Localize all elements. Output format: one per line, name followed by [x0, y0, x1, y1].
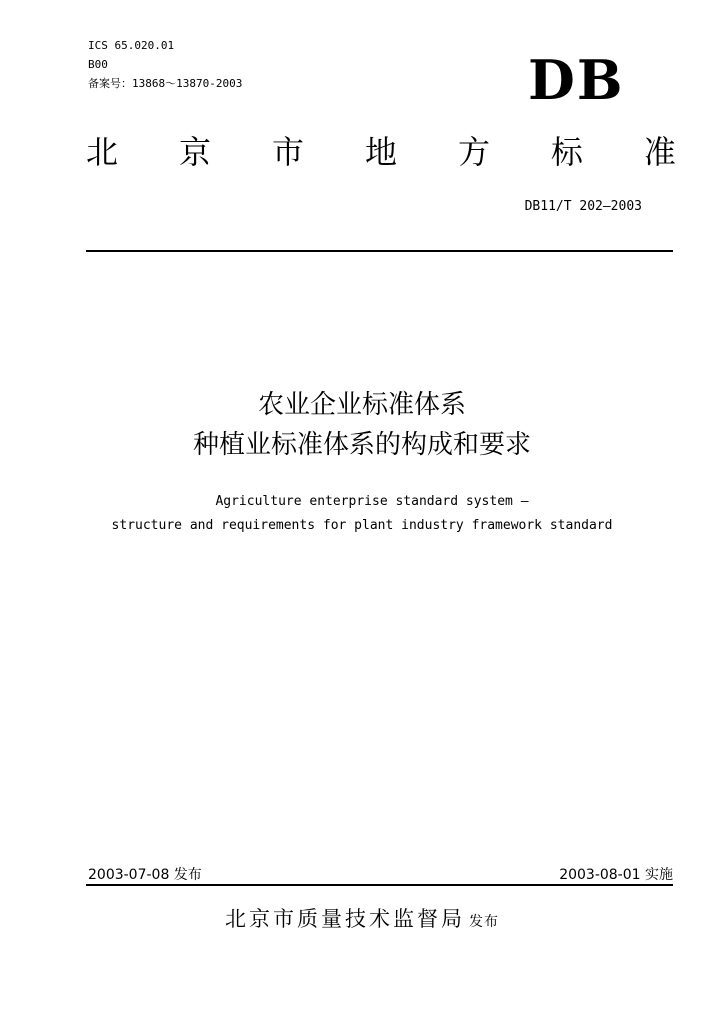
standard-type-char: 北 — [86, 133, 119, 171]
standard-type-char: 准 — [643, 133, 676, 171]
standard-type-char: 方 — [457, 133, 490, 171]
ics-code: ICS 65.020.01 — [88, 39, 175, 52]
classification-code: B00 — [88, 58, 108, 71]
title-en-line1: Agriculture enterprise standard system — — [215, 494, 529, 509]
title-cn-line1: 农业企业标准体系 — [257, 390, 466, 420]
standard-type-heading — [86, 132, 676, 172]
issuer-suffix: 发布 — [469, 914, 499, 930]
standard-type-char: 市 — [271, 133, 304, 171]
standard-number: DB11/T 202—2003 — [524, 199, 642, 214]
title-en-line2: structure and requirements for plant industry framework standard — [111, 518, 613, 533]
db-logo: DB — [528, 48, 625, 112]
standard-type-char: 地 — [364, 133, 397, 171]
footer-divider — [86, 884, 673, 886]
issuer-name: 北京市质量技术监督局 — [225, 907, 465, 931]
issue-date: 2003-07-08 发布 — [88, 867, 202, 883]
issuer — [0, 904, 724, 937]
header-divider — [86, 250, 673, 252]
implementation-date: 2003-08-01 实施 — [559, 867, 673, 883]
record-number: 备案号：13868～13870-2003 — [88, 77, 243, 90]
standard-type-char: 京 — [178, 133, 211, 171]
title-cn-line2: 种植业标准体系的构成和要求 — [192, 430, 531, 460]
standard-type-char: 标 — [550, 133, 583, 171]
